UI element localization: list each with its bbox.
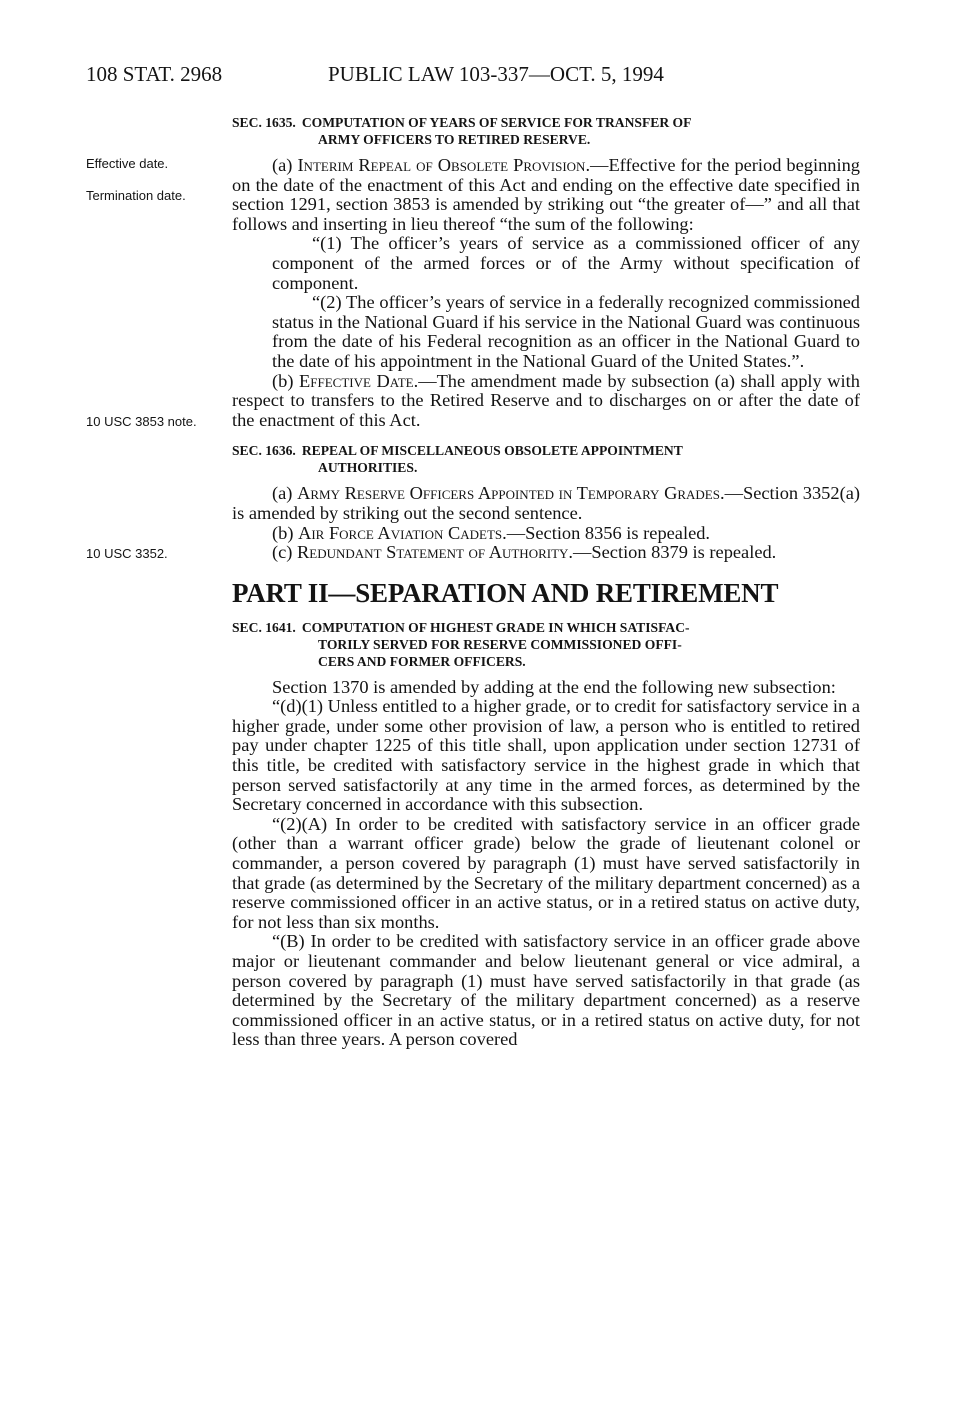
quoted-paragraph-1: “(1) The officer’s years of service as a commissioned officer of any component of the armed forces or of the Army without specification of component. [272, 233, 860, 293]
section-heading-1641: SEC. 1641. COMPUTATION OF HIGHEST GRADE IN WHICH SATISFAC- TORILY SERVED FOR RESERVE COMMISSIONED OFFI- CERS AND FORMER OFFICERS. [232, 619, 690, 669]
part-title: PART II—SEPARATION AND RETIREMENT [232, 577, 779, 608]
subsection-1636-b: (b) Air Force Aviation Cadets.—Section 8356 is repealed. [272, 522, 711, 543]
subsection-heading: Air Force Aviation Cadets. [298, 522, 507, 543]
main-text [232, 110, 860, 1050]
law-reference: PUBLIC LAW 103-337—OCT. 5, 1994 [328, 62, 664, 86]
quoted-paragraph-2: “(2) The officer’s years of service in a federally recognized commissioned status in the National Guard if his service in the National Guard was continuous from the date of his Federal recognition as an officer in the National Guard to the date of his appointment in the National Guard of the United States.”. [272, 292, 860, 371]
subsection-1635-a: (a) Interim Repeal of Obsolete Provision.—Effective for the period beginning on the date of the enactment of this Act and ending on the effective date specified in section 1291, section 3853 is amended by striking out “the greater of—” and all that follows and inserting in lieu thereof “the sum of the following: [232, 155, 860, 234]
subsection-d-2-A: “(2)(A) In order to be credited with satisfactory service in an officer grade (other than a warrant officer grade) below the grade of lieutenant colonel or commander, a person covered by paragraph (1) must have served satisfactorily in that grade (as determined by the Secretary of the military department concerned) as a reserve commissioned officer in an active status, or in a retired status on active duty, for not less than six months. [232, 813, 860, 932]
section-heading-1636: SEC. 1636. REPEAL OF MISCELLANEOUS OBSOLETE APPOINTMENT AUTHORITIES. [232, 443, 683, 476]
subsection-heading: Effective Date. [299, 370, 419, 391]
subsection-1635-b: (b) Effective Date.—The amendment made by subsection (a) shall apply with respect to transfers to the Retired Reserve and to discharges on or after the date of the enactment of this Act. [232, 370, 860, 430]
section-1641-intro: Section 1370 is amended by adding at the end the following new subsection: [272, 676, 836, 697]
subsection-heading: Redundant Statement of Authority. [297, 542, 574, 563]
subsection-1636-a: (a) Army Reserve Officers Appointed in Temporary Grades.—Section 3352(a) is amended by striking out the second sentence. [232, 483, 860, 523]
subsection-d-1: “(d)(1) Unless entitled to a higher grade, or to credit for satisfactory service in a higher grade, under some other provision of law, a person who is entitled to retired pay under chapter 1225 of this title shall, upon application under section 12731 of this title, be credited with satisfactory service in the highest grade in which that person served satisfactorily at any time in the armed forces, as determined by the Secretary concerned in accordance with this subsection. [232, 696, 860, 815]
margin-note-termination-date: Termination date. [86, 188, 186, 203]
margin-note-usc-3853: 10 USC 3853 note. [86, 414, 197, 429]
page-reference: 108 STAT. 2968 [86, 62, 223, 86]
margin-note-usc-3352: 10 USC 3352. [86, 546, 168, 561]
section-heading-1635: SEC. 1635. COMPUTATION OF YEARS OF SERVICE FOR TRANSFER OF ARMY OFFICERS TO RETIRED RESERVE. [232, 115, 692, 147]
subsection-heading: Interim Repeal of Obsolete Provision. [297, 155, 591, 175]
margin-note-effective-date: Effective date. [86, 156, 169, 171]
running-head [86, 62, 866, 92]
subsection-d-2-B: “(B) In order to be credited with satisfactory service in an officer grade above major or lieutenant commander and below lieutenant general or vice admiral, a person covered by paragraph (1) must have served satisfactorily in that grade (as determined by the Secretary of the military department concerned) as a reserve commissioned officer in an active status, or in a retired status on active duty, for not less than three years. A person covered [232, 931, 860, 1050]
subsection-1636-c: (c) Redundant Statement of Authority.—Section 8379 is repealed. [272, 542, 777, 563]
subsection-heading: Army Reserve Officers Appointed in Temporary Grades. [297, 483, 725, 504]
